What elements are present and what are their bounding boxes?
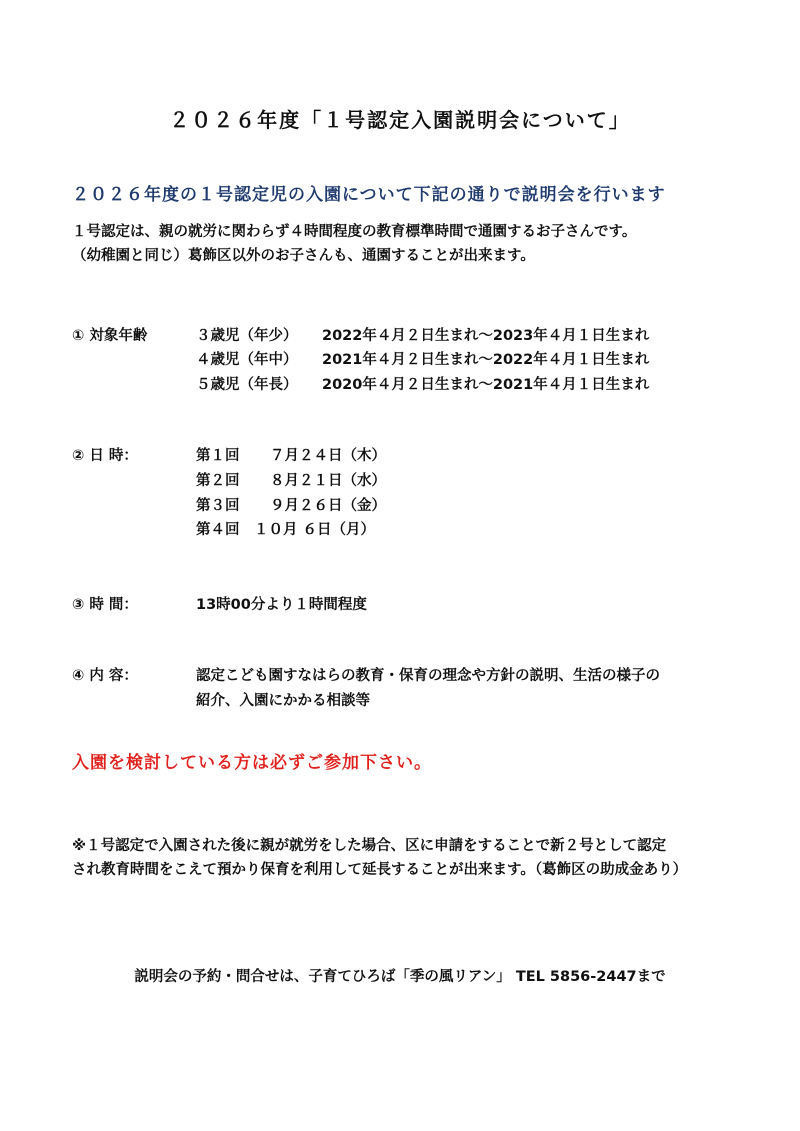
session-2-label: 第２回 [196,473,240,489]
target-age-label: ① 対象年齢 [72,328,148,344]
intro-line-1: １号認定は、親の就労に関わらず４時間程度の教育標準時間で通園するお子さんです。 [72,224,637,240]
time-value: 13時00分より１時間程度 [196,597,367,613]
session-4-date: １０月 ６日（月） [254,522,376,538]
time-label: ③ 時 間： [72,597,138,613]
session-3-label: 第３回 [196,498,240,514]
content-label: ④ 内 容： [72,668,138,684]
note-line-1: ※１号認定で入園された後に親が就労をした場合、区に申請をすることで新２号として認定 [72,838,667,854]
content-line-1: 認定こども園すなはらの教育・保育の理念や方針の説明、生活の様子の [196,668,660,684]
age-row-1-age: ３歳児（年少） [196,328,298,344]
session-1-label: 第１回 [196,448,240,464]
session-1-date: ７月２４日（木） [270,448,386,464]
session-4-label: 第４回 [196,522,240,538]
dates-label: ② 日 時： [72,448,138,464]
contact-info: 説明会の予約・問合せは、子育てひろば「季の風リアン」 TEL 5856-2447まで [134,969,666,985]
age-row-2-age: ４歳児（年中） [196,352,298,368]
session-3-date: ９月２６日（金） [270,498,386,514]
session-2-date: ８月２１日（水） [270,473,386,489]
subtitle: ２０２６年度の１号認定児の入園について下記の通りで説明会を行います [72,185,666,205]
page-title: ２０２６年度「１号認定入園説明会について」 [169,108,631,132]
note-line-2: され教育時間をこえて預かり保育を利用して延長することが出来ます。（葛飾区の助成金あり） [72,862,688,878]
intro-line-2: （幼稚園と同じ）葛飾区以外のお子さんも、通園することが出来ます。 [72,248,535,264]
content-line-2: 紹介、入園にかかる相談等 [196,693,370,709]
attendance-warning: 入園を検討している方は必ずご参加下さい。 [72,753,432,773]
age-row-3-range: 2020年４月２日生まれ～2021年４月１日生まれ [322,377,650,393]
age-row-3-age: ５歳児（年長） [196,377,298,393]
age-row-2-range: 2021年４月２日生まれ～2022年４月１日生まれ [322,352,650,368]
age-row-1-range: 2022年４月２日生まれ～2023年４月１日生まれ [322,328,650,344]
